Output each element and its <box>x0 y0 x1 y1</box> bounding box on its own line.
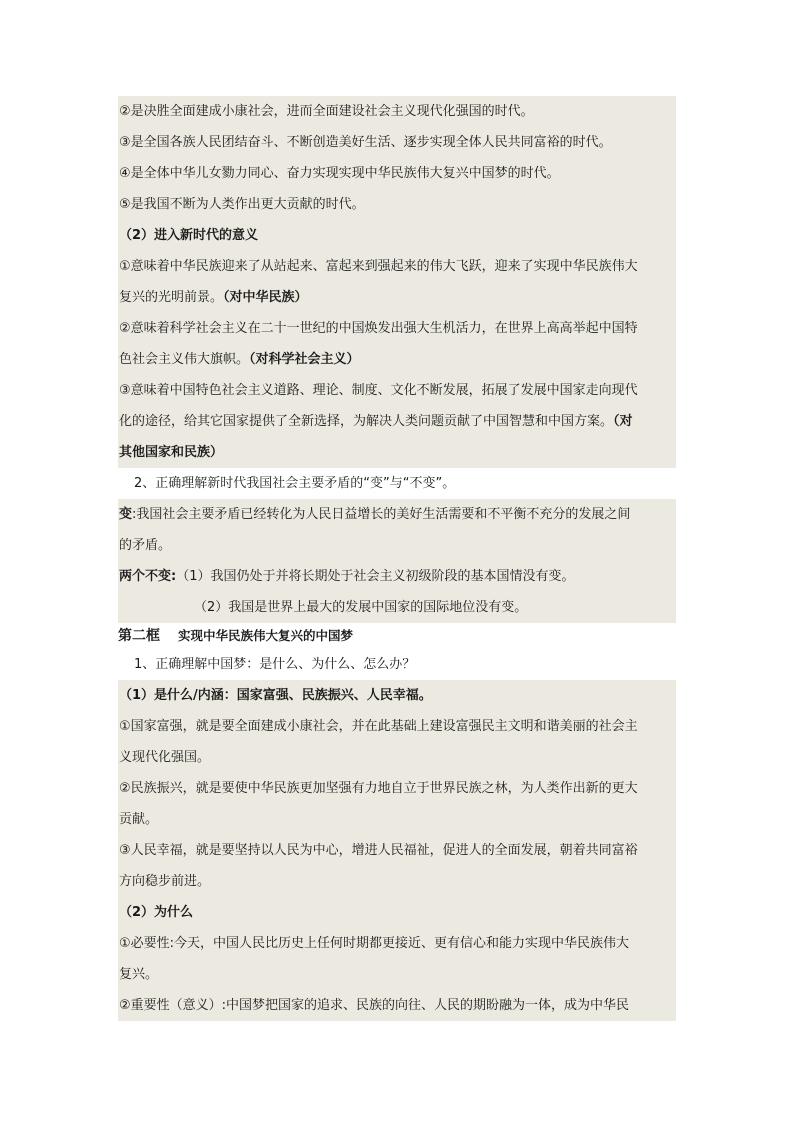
why-2-line-1: ②重要性（意义）:中国梦把国家的追求、民族的向往、人民的期盼融为一体，成为中华民 <box>119 998 630 1013</box>
frame-2-label: 第二框 <box>118 628 160 644</box>
unchanged-line-1 <box>118 561 676 592</box>
what-1-line-2: 义现代化强国。 <box>119 750 211 765</box>
significance-2-text: 色社会主义伟大旗帜。 <box>119 352 250 367</box>
contradiction-title: 2、正确理解新时代我国社会主要矛盾的“变”与“不变”。 <box>118 468 676 499</box>
significance-3-line-1: ③意味着中国特色社会主义道路、理论、制度、文化不断发展，拓展了发展中国家走向现代 <box>119 383 638 398</box>
significance-3-note-start: （对 <box>613 414 633 429</box>
what-3-line-1: ③人民幸福，就是要坚持以人民为中心，增进人民福祉，促进人的全面发展，朝着共同富裕 <box>119 843 638 858</box>
significance-2-line-2 <box>118 344 676 375</box>
chinese-dream-block <box>118 680 676 1021</box>
frame-2-heading: 实现中华民族伟大复兴的中国梦 <box>178 628 354 643</box>
significance-1-note: （对中华民族） <box>223 290 308 305</box>
change-line-1 <box>118 499 676 530</box>
era-feature-3: ③是全国各族人民团结奋斗、不断创造美好生活、逐步实现全体人民共同富裕的时代。 <box>119 135 612 150</box>
unchanged-2: （2）我国是世界上最大的发展中国家的国际地位没有变。 <box>194 600 528 615</box>
document-content <box>118 96 676 1021</box>
significance-heading: （2）进入新时代的意义 <box>119 228 259 243</box>
unchanged-1: （1）我国仍处于并将长期处于社会主义初级阶段的基本国情没有变。 <box>176 569 575 584</box>
chinese-dream-question: 1、正确理解中国梦：是什么、为什么、怎么办？ <box>118 649 676 680</box>
why-1-line-2: 复兴。 <box>119 967 159 982</box>
change-line-2: 的矛盾。 <box>119 538 172 553</box>
era-feature-4: ④是全体中华儿女勠力同心、奋力实现实现中华民族伟大复兴中国梦的时代。 <box>119 166 560 181</box>
frame-2-title <box>118 623 676 649</box>
significance-3-line-3: 其他国家和民族） <box>119 445 224 460</box>
what-2-line-1: ②民族振兴，就是要使中华民族更加坚强有力地自立于世界民族之林，为人类作出新的更大 <box>119 781 638 796</box>
unchanged-label: 两个不变: <box>119 569 177 584</box>
what-2-line-2: 贡献。 <box>119 812 159 827</box>
era-feature-5: ⑤是我国不断为人类作出更大贡献的时代。 <box>119 197 365 212</box>
significance-2-line-1: ②意味着科学社会主义在二十一世纪的中国焕发出强大生机活力，在世界上高高举起中国特 <box>119 321 638 336</box>
why-heading: （2）为什么 <box>119 905 194 920</box>
significance-1-line-2 <box>118 282 676 313</box>
era-features-block <box>118 96 676 468</box>
significance-1-text: 复兴的光明前景。 <box>119 290 224 305</box>
significance-3-line-2 <box>118 406 676 437</box>
significance-1-line-1: ①意味着中华民族迎来了从站起来、富起来到强起来的伟大飞跃，迎来了实现中华民族伟大 <box>119 259 638 274</box>
era-feature-2: ②是决胜全面建成小康社会，进而全面建设社会主义现代化强国的时代。 <box>119 104 534 119</box>
significance-3-text: 化的途径，给其它国家提供了全新选择，为解决人类问题贡献了中国智慧和中国方案。 <box>119 414 614 429</box>
change-text: :我国社会主要矛盾已经转化为人民日益增长的美好生活需要和不平衡不充分的发展之间 <box>132 507 631 522</box>
what-3-line-2: 方向稳步前进。 <box>119 874 211 889</box>
what-1-line-1: ①国家富强，就是要全面建成小康社会，并在此基础上建设富强民主文明和谐美丽的社会主 <box>119 719 638 734</box>
significance-2-note: （对科学社会主义） <box>249 352 360 367</box>
change-label: 变 <box>119 507 133 522</box>
why-1-line-1: ①必要性:今天，中国人民比历史上任何时期都更接近、更有信心和能力实现中华民族伟大 <box>119 936 630 951</box>
contradiction-block <box>118 499 676 623</box>
what-heading: （1）是什么/内涵：国家富强、民族振兴、人民幸福。 <box>119 688 432 703</box>
